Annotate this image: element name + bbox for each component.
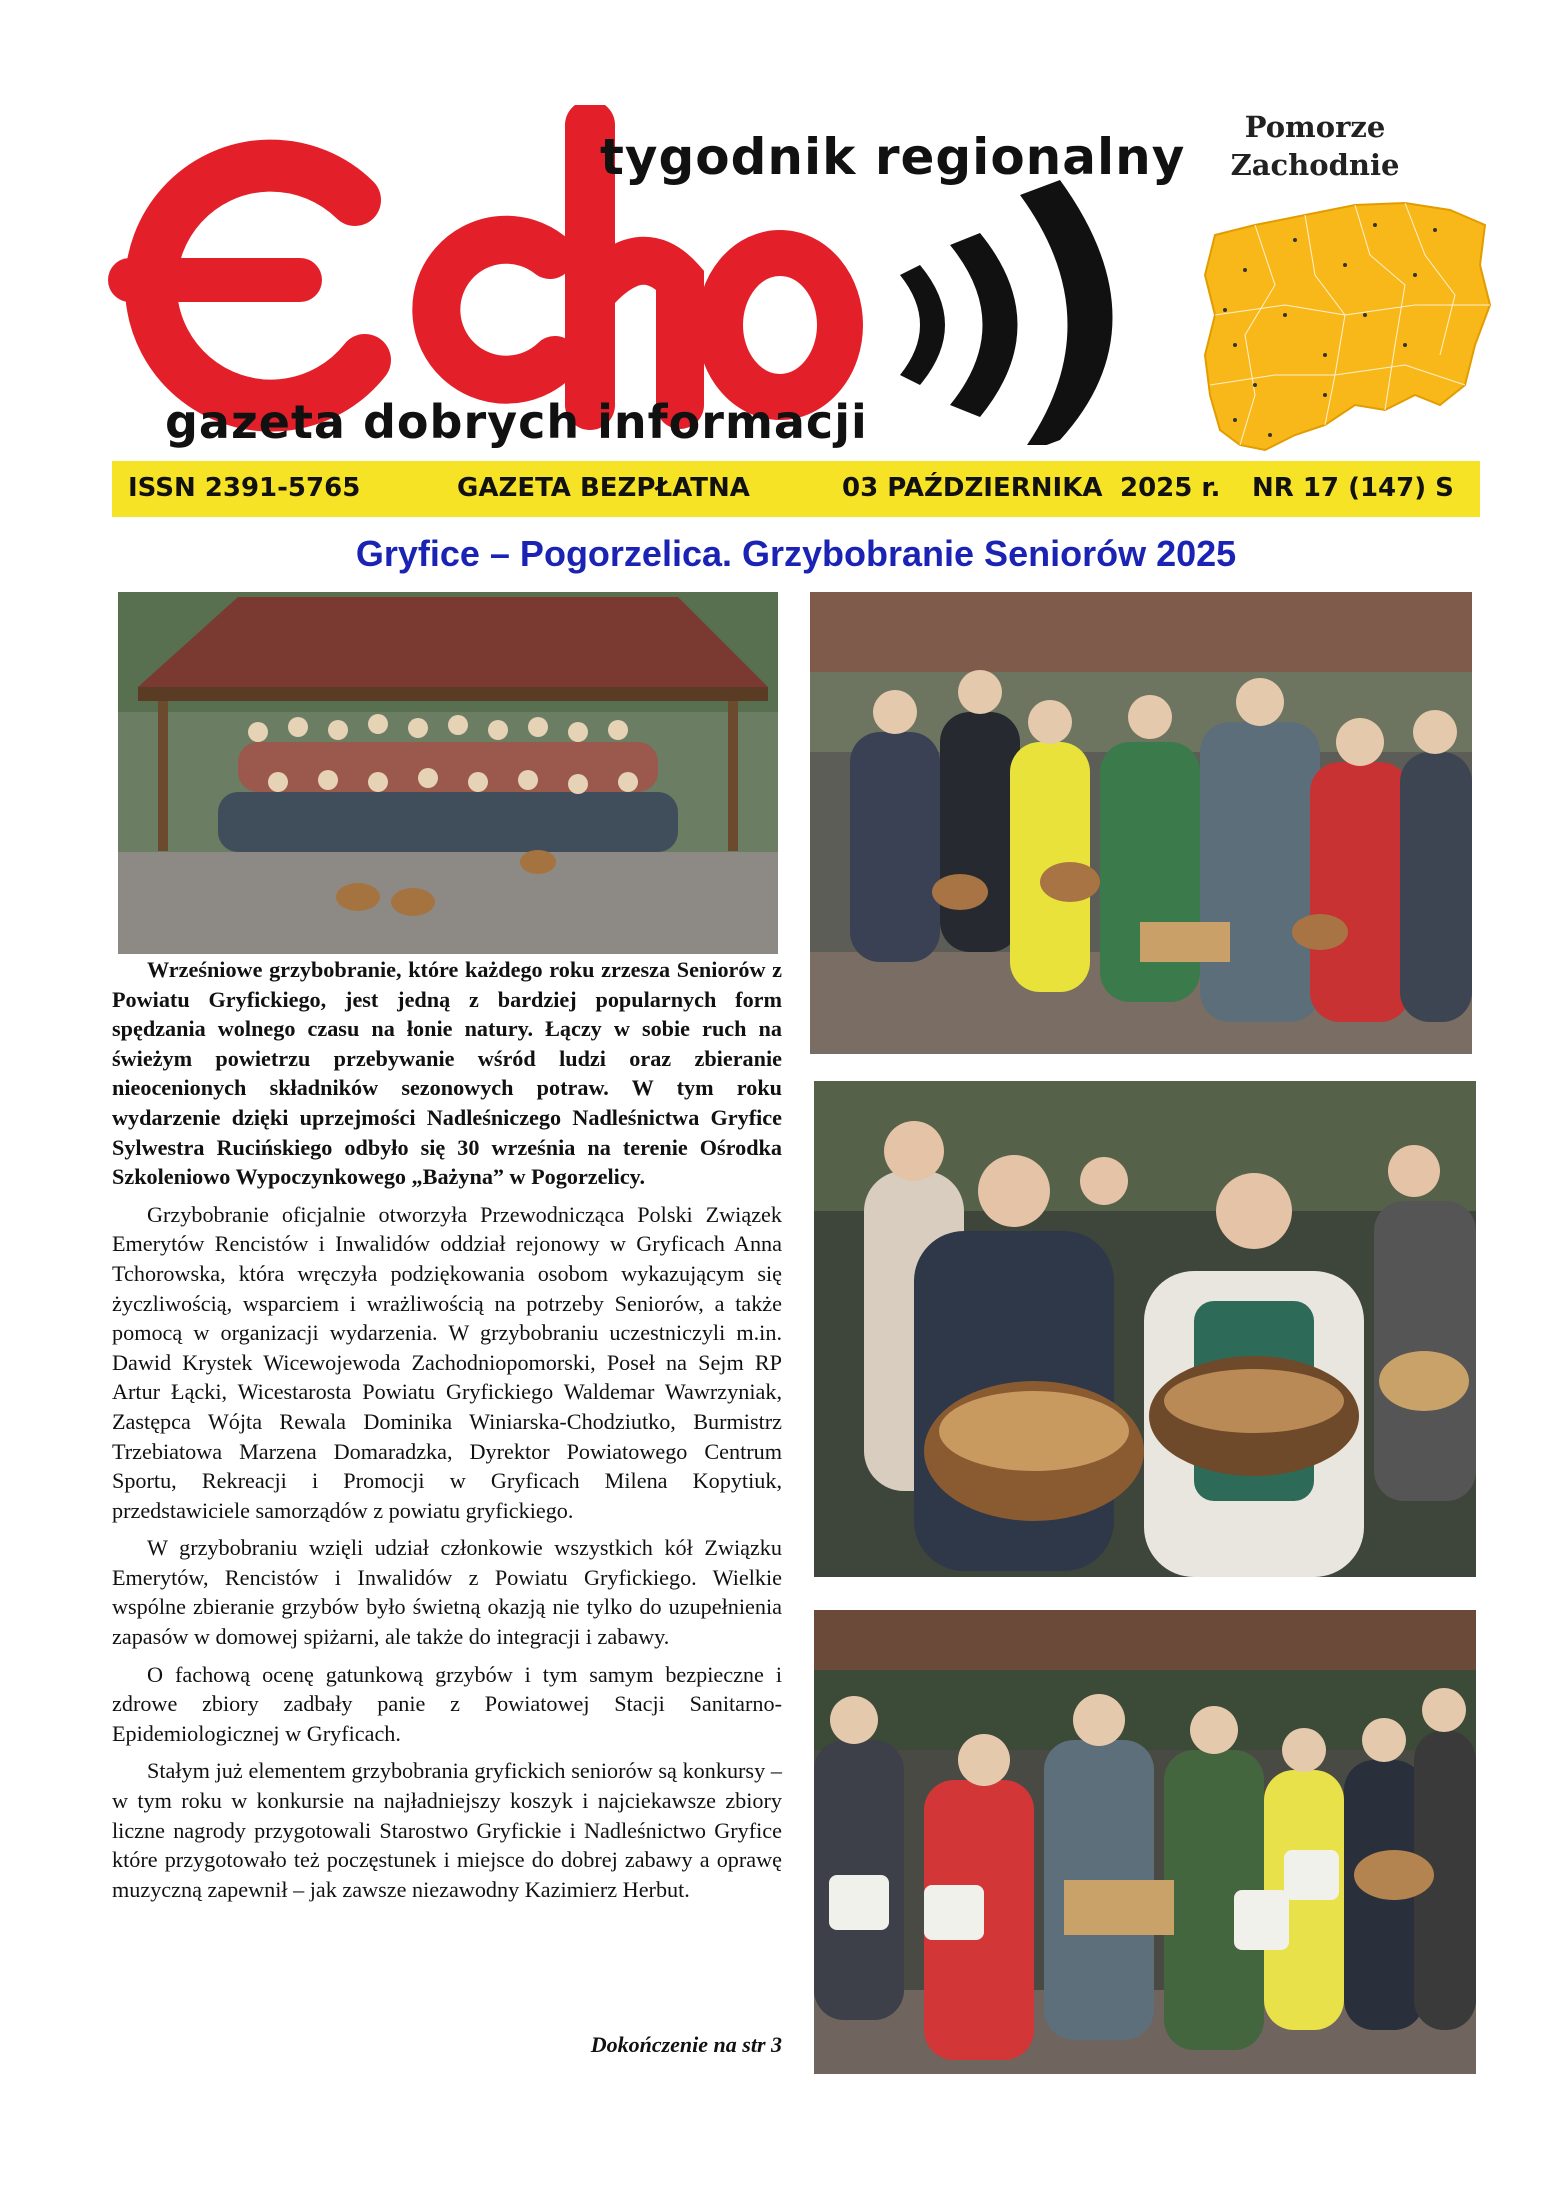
free-newspaper-label: GAZETA BEZPŁATNA	[457, 473, 750, 503]
article-headline: Gryfice – Pogorzelica. Grzybobranie Seniorów 2025	[355, 533, 1237, 574]
photo-group-shelter	[118, 592, 778, 954]
photo-seniors-baskets	[810, 592, 1472, 1054]
article-paragraph: Grzybobranie oficjalnie otworzyła Przewodnicząca Polski Związek Emerytów Rencistów i Inwalidów oddział rejonowy w Gryficach Anna Tchorowska, która wręczyła podziękowania osobom wykazującym się życzliwością, wsparciem i wrażliwością na potrzeby Seniorów, a także pomocą w organizacji wydarzenia. W grzybobraniu uczestniczyli m.in. Dawid Krystek Wicewojewoda Zachodniopomorski, Poseł na Sejm RP Artur Łącki, Wicestarosta Powiatu Gryfickiego Waldemar Wawrzyniak, Zastępca Wójta Rewala Dominika Winiarska-Chodziutko, Burmistrz Trzebiatowa Marzena Domaradzka, Dyrektor Powiatowego Centrum Sportu, Rekreacji i Promocji w Gryficach Milena Kopytiuk, przedstawiciele samorządów z powiatu gryfickiego.	[112, 1201, 782, 1523]
issn-number: ISSN 2391-5765	[128, 473, 361, 503]
issue-date: 03 PAŹDZIERNIKA	[842, 473, 1103, 503]
issue-number: NR 17 (147) S	[1252, 473, 1454, 503]
article-lead-paragraph: Wrześniowe grzybobranie, które każdego roku zrzesza Seniorów z Powiatu Gryfickiego, jest jedną z bardziej popularnych form spędzania wolnego czasu na łonie natury. Łączy w sobie ruch na świeżym powietrzu przebywanie wśród ludzi oraz zbieranie nieocenionych składników sezonowych potraw. W tym roku wydarzenie dzięki uprzejmości Nadleśniczego Nadleśnictwa Gryfice Sylwestra Rucińskiego odbyło się 30 września na terenie Ośrodka Szkoleniowo Wypoczynkowego „Bażyna” w Pogorzelicy.	[112, 957, 782, 1190]
photo-women-mushroom-baskets	[814, 1081, 1476, 1577]
region-line-1: Pomorze	[1244, 110, 1386, 144]
article-paragraph: Stałym już elementem grzybobrania gryfickich seniorów są konkursy – w tym roku w konkursie na najładniejszy koszyk i najciekawsze zbiory liczne nagrody przygotowali Starostwo Gryfickie i Nadleśnictwo Gryfice które przygotowało też poczęstunek i miejsce do dobrej zabawy a oprawę muzyczną zapewnił – jak zawsze niezawodny Kazimierz Herbut.	[112, 1758, 782, 1902]
article-paragraph: W grzybobraniu wzięli udział członkowie wszystkich kół Związku Emerytów, Rencistów i Inwalidów z Powiatu Gryfickiego. Wielkie wspólne zbieranie grzybów było świetną okazją nie tylko do uzupełnienia zapasów w domowej spiżarni, ale także do integracji i zabawy.	[112, 1535, 782, 1650]
photo-seniors-buckets	[814, 1610, 1476, 2074]
continued-on-page: Dokończenie na str 3	[590, 2032, 782, 2057]
tagline-bottom: gazeta dobrych informacji	[165, 395, 868, 449]
issue-year: 2025 r.	[1120, 473, 1221, 503]
tagline-top: tygodnik regionalny	[600, 128, 1186, 186]
region-line-2: Zachodnie	[1230, 148, 1400, 182]
info-bar	[112, 461, 1480, 517]
article-body	[112, 955, 782, 1912]
region-title	[1215, 108, 1415, 184]
article-paragraph: O fachową ocenę gatunkową grzybów i tym samym bezpieczne i zdrowe zbiory zadbały panie z Powiatowej Stacji Sanitarno-Epidemiologicznej w Gryficach.	[112, 1661, 782, 1746]
region-map	[1195, 195, 1495, 455]
